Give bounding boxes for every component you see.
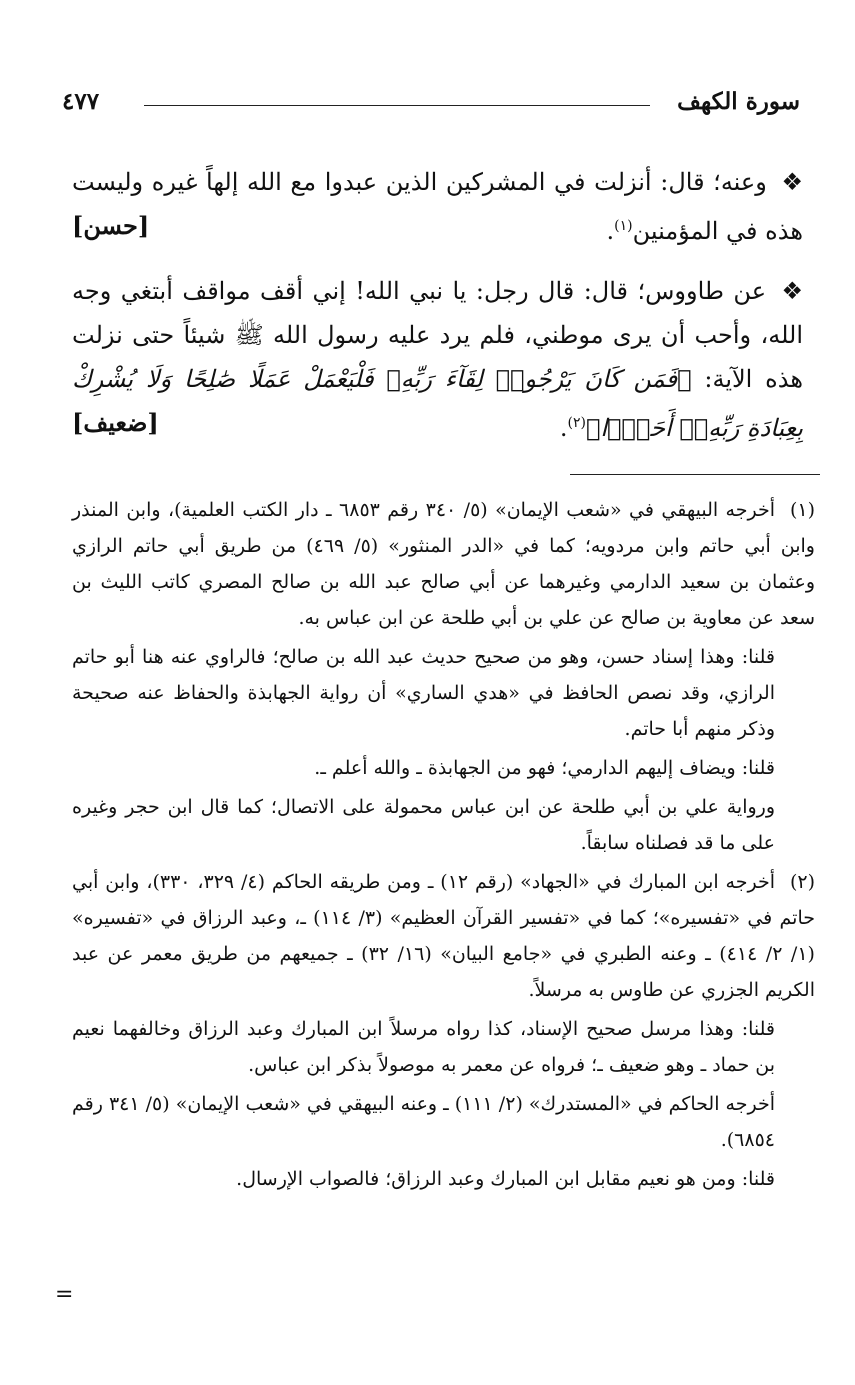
continuation-mark: =	[55, 1282, 74, 1307]
hadith-text: عن طاووس؛ قال: قال رجل: يا نبي الله! إني أقف مواقف أبتغي وجه الله، وأحب أن يرى موطني، فلم يرد عليه رسول الله ﷺ شيئاً حتى نزلت هذه الآية:	[72, 277, 803, 393]
page-number: ٤٧٧	[62, 88, 100, 115]
footnote-number: (٢)	[789, 871, 815, 893]
ornament-icon: ❖	[781, 277, 803, 305]
footnote-ref: (٢)	[567, 415, 586, 431]
footnote-commentary: قلنا: ومن هو نعيم مقابل ابن المبارك وعبد الرزاق؛ فالصواب الإرسال.	[236, 1168, 775, 1190]
grade-label: [ضعيف]	[72, 408, 159, 437]
footnote-commentary: قلنا: وهذا مرسل صحيح الإسناد، كذا رواه مرسلاً ابن المبارك وعبد الرزاق وخالفهما نعيم بن حماد ـ وهو ضعيف ـ؛ فرواه عن معمر به موصولاً بذكر ابن عباس.	[72, 1018, 775, 1076]
footnote-text: أخرجه ابن المبارك في «الجهاد» (رقم ١٢) ـ ومن طريقه الحاكم (٤/ ٣٢٩، ٣٣٠)، وابن أبي حاتم في «تفسيره»؛ كما في «تفسير القرآن العظيم» (٣/ ١١٤) ـ، وعبد الرزاق في «تفسيره» (١/ ٢/ ٤١٤) ـ وعنه الطبري في «جامع البيان» (١٦/ ٣٢) ـ جميعهم من طريق معمر عن عبد الكريم الجزري عن طاوس به مرسلاً.	[72, 871, 815, 1001]
hadith-paragraph-2: ❖ عن طاووس؛ قال: قال رجل: يا نبي الله! إني أقف مواقف أبتغي وجه الله، وأحب أن يرى موطني، فلم يرد عليه رسول الله ﷺ شيئاً حتى نزلت هذه الآية: ﴿فَمَن كَانَ يَرْجُوا۟ لِقَآءَ رَبِّهِۦ فَلْيَعْمَلْ عَمَلًا صَٰلِحًا وَلَا يُشْرِكْ بِعِبَادَةِ رَبِّهِۦٓ أَحَدًۢا﴾$^{(٢)}$. [ضعيف]	[72, 269, 803, 450]
main-text	[72, 160, 803, 466]
footnote-commentary: قلنا: وهذا إسناد حسن، وهو من صحيح حديث عبد الله بن صالح؛ فالراوي عنه هنا أبو حاتم الرازي، وقد نصص الحافظ في «هدي الساري» أن رواية الجهابذة والحفاظ عنه صحيحة وذكر منهم أبا حاتم.	[72, 646, 775, 740]
footnote-1	[72, 492, 815, 636]
footnote-2	[72, 864, 815, 1008]
footnote-separator	[570, 474, 820, 475]
footnote-text: أخرجه البيهقي في «شعب الإيمان» (٥/ ٣٤٠ رقم ٦٨٥٣ ـ دار الكتب العلمية)، وابن المنذر وابن أبي حاتم وابن مردويه؛ كما في «الدر المنثور» (٥/ ٤٦٩) من طريق أبي حاتم الرازي وعثمان بن سعيد الدارمي وغيرهما عن أبي صالح عبد الله بن صالح المصري كاتب الليث بن سعد عن معاوية بن صالح عن علي بن أبي طلحة عن ابن عباس به.	[72, 499, 815, 629]
footnotes	[72, 492, 815, 1200]
hadith-paragraph-1: ❖ وعنه؛ قال: أنزلت في المشركين الذين عبدوا مع الله إلهاً غيره وليست هذه في المؤمنين$^{(١)}$. [حسن]	[72, 160, 803, 253]
header-rule	[144, 105, 650, 106]
footnote-ref: (١)	[614, 218, 633, 234]
grade-label: [حسن]	[72, 211, 150, 240]
footnote-commentary: أخرجه الحاكم في «المستدرك» (٢/ ١١١) ـ وعنه البيهقي في «شعب الإيمان» (٥/ ٣٤١ رقم ٦٨٥٤).	[72, 1093, 775, 1151]
footnote-number: (١)	[789, 499, 815, 521]
page-header	[62, 88, 800, 122]
surah-title: سورة الكهف	[677, 88, 800, 115]
footnote-commentary: ورواية علي بن أبي طلحة عن ابن عباس محمولة على الاتصال؛ كما قال ابن حجر وغيره على ما قد فصلناه سابقاً.	[72, 796, 775, 854]
quran-verse: ﴿فَمَن كَانَ يَرْجُوا۟ لِقَآءَ رَبِّهِۦ فَلْيَعْمَلْ عَمَلًا صَٰلِحًا وَلَا يُشْرِكْ بِعِبَادَةِ رَبِّهِۦٓ أَحَدًۢا﴾	[72, 365, 803, 442]
footnote-commentary: قلنا: ويضاف إليهم الدارمي؛ فهو من الجهابذة ـ والله أعلم ـ.	[314, 757, 775, 779]
hadith-text: وعنه؛ قال: أنزلت في المشركين الذين عبدوا مع الله إلهاً غيره وليست هذه في المؤمنين	[72, 168, 803, 245]
ornament-icon: ❖	[781, 168, 803, 196]
